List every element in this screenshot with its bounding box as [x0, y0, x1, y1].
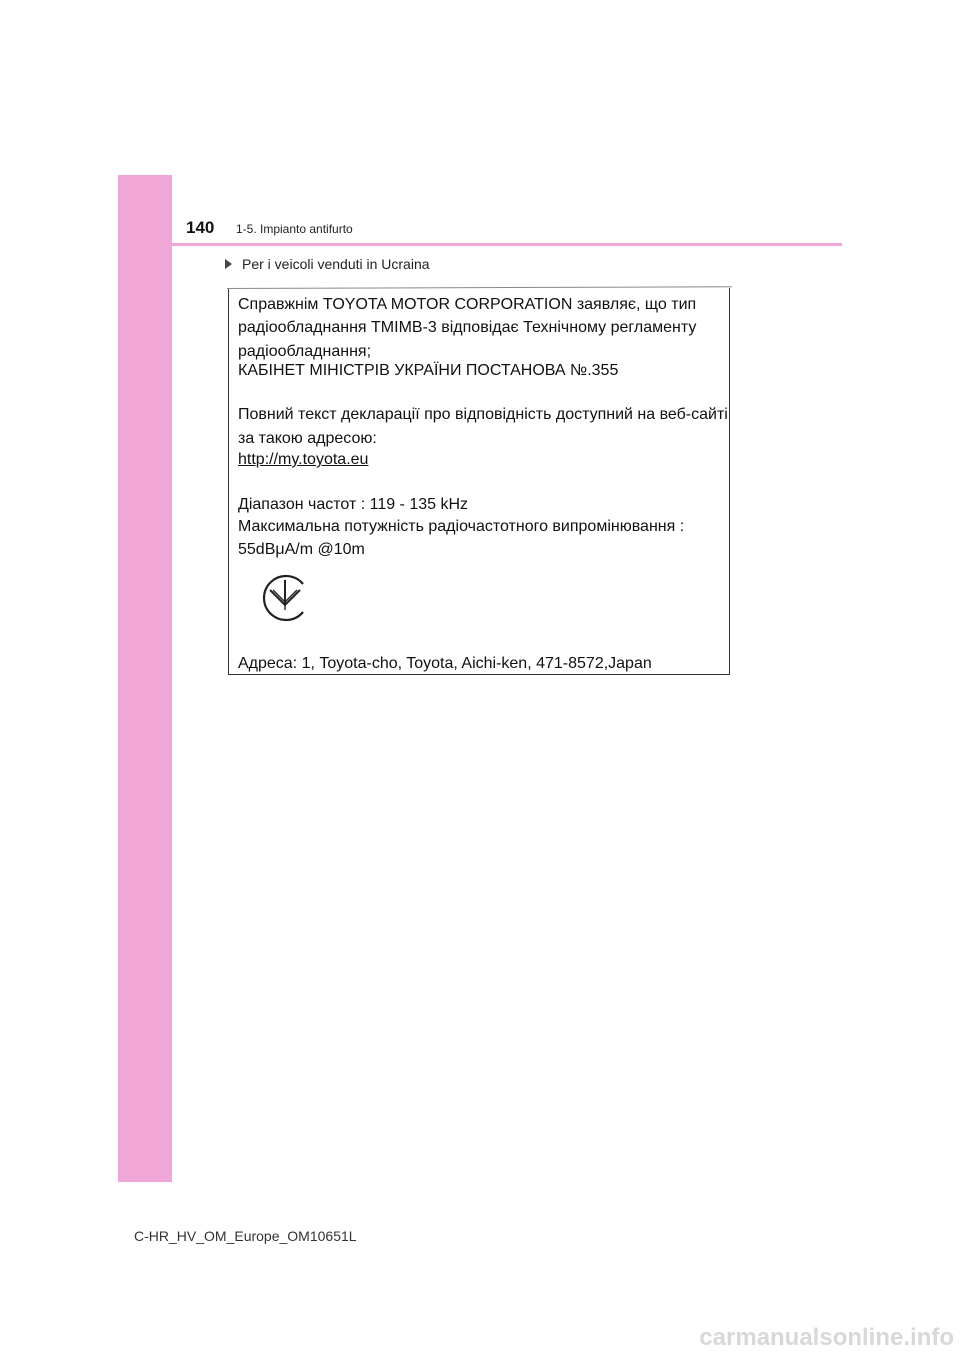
watermark: carmanualsonline.info — [699, 1324, 954, 1351]
side-color-bar — [118, 175, 172, 1182]
notice-line: КАБІНЕТ МІНІСТРІВ УКРАЇНИ ПОСТАНОВА №.355 — [238, 362, 619, 379]
ukrainian-conformity-mark-icon — [259, 572, 311, 624]
bullet-item — [225, 256, 430, 272]
website-link-text: http://my.toyota.eu — [238, 451, 369, 468]
declaration-notice — [228, 288, 730, 675]
bullet-text: Per i veicoli venduti in Ucraina — [242, 256, 430, 272]
notice-line: Повний текст декларації про відповідність доступний на веб-сайті — [238, 406, 728, 423]
header-divider — [118, 243, 842, 246]
notice-line: Діапазон частот : 119 - 135 kHz — [238, 496, 469, 513]
notice-line: радіообладнання TMIMB-3 відповідає Технічному регламенту — [238, 319, 697, 336]
triangle-arrow-icon — [225, 259, 232, 269]
notice-top-edge — [227, 286, 732, 289]
notice-line: за такою адресою: — [238, 430, 377, 447]
notice-line: Справжнім TOYOTA MOTOR CORPORATION заявляє, що тип — [238, 296, 697, 313]
manufacturer-address: Адреса: 1, Toyota-cho, Toyota, Aichi-ken, 471-8572,Japan — [238, 655, 652, 672]
document-code: C-HR_HV_OM_Europe_OM10651L — [134, 1228, 357, 1244]
notice-line: 55dBμA/m @10m — [238, 541, 365, 558]
notice-line: радіообладнання; — [238, 343, 372, 360]
page-number: 140 — [186, 218, 215, 237]
notice-line: Максимальна потужність радіочастотного випромінювання : — [238, 518, 685, 535]
section-title: 1-5. Impianto antifurto — [236, 222, 353, 236]
